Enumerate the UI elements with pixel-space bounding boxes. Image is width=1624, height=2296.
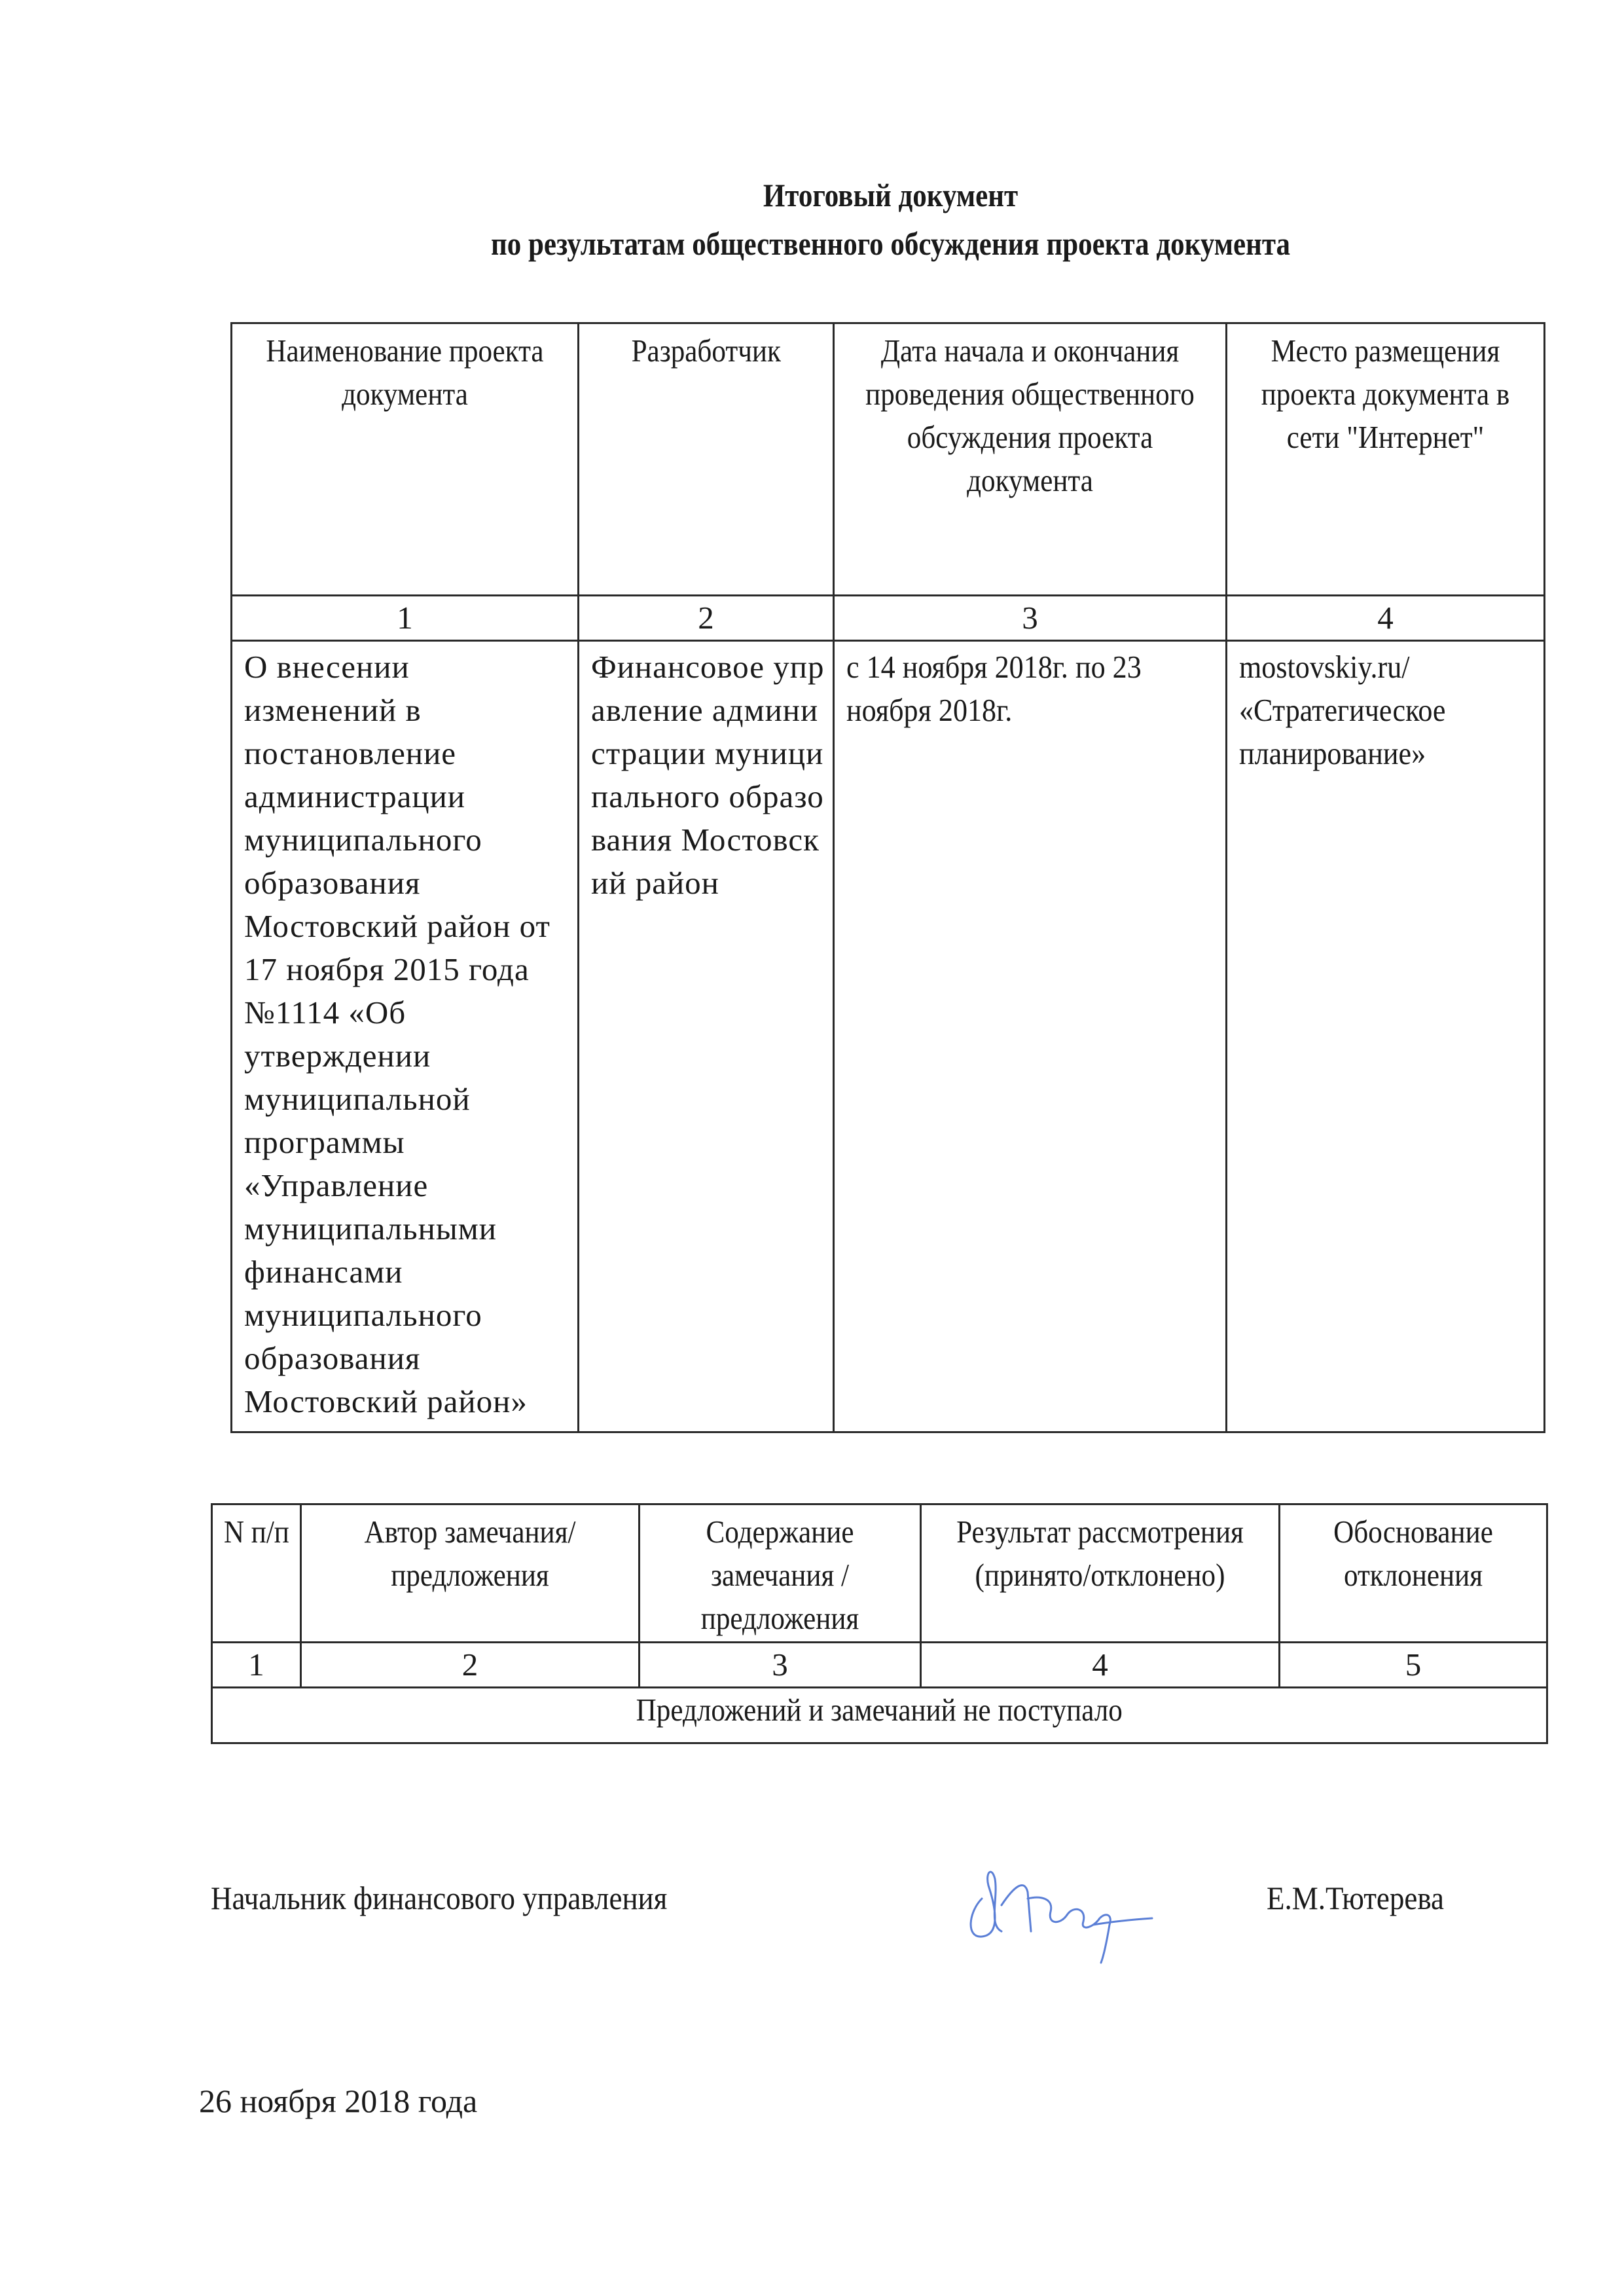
column-number: 2 bbox=[579, 596, 834, 641]
signature-stroke bbox=[971, 1872, 1152, 1963]
column-number: 1 bbox=[212, 1643, 301, 1688]
header-content: Содержание замечания / предложения bbox=[640, 1504, 921, 1643]
comments-table bbox=[211, 1503, 1548, 1744]
header-internet-location: Место размещения проекта документа в сети "Интернет" bbox=[1227, 323, 1545, 596]
header-author: Автор замечания/ предложения bbox=[301, 1504, 640, 1643]
project-table-number-row bbox=[232, 596, 1545, 641]
table-row bbox=[232, 641, 1545, 1432]
column-number: 3 bbox=[834, 596, 1227, 641]
header-result: Результат рассмотрения (принято/отклонено) bbox=[921, 1504, 1280, 1643]
handwritten-signature bbox=[962, 1859, 1172, 1964]
document-title: Итоговый документ bbox=[763, 177, 1019, 213]
header-discussion-dates: Дата начала и окончания проведения общественного обсуждения проекта документа bbox=[834, 323, 1227, 596]
column-number: 4 bbox=[921, 1643, 1280, 1688]
header-number: N п/п bbox=[212, 1504, 301, 1643]
developer-cell: Финансовое управление администрации муниципального образования Мостовский район bbox=[579, 641, 834, 1432]
header-rejection-reason: Обоснование отклонения bbox=[1280, 1504, 1547, 1643]
signatory-name: Е.М.Тютерева bbox=[1267, 1880, 1445, 1916]
signatory-position: Начальник финансового управления bbox=[211, 1880, 668, 1916]
document-subtitle: по результатам общественного обсуждения проекта документа bbox=[490, 225, 1291, 262]
column-number: 2 bbox=[301, 1643, 640, 1688]
project-table bbox=[230, 322, 1545, 1433]
document-date: 26 ноября 2018 года bbox=[199, 2083, 478, 2119]
comments-table-number-row bbox=[212, 1643, 1547, 1688]
column-number: 5 bbox=[1280, 1643, 1547, 1688]
dates-cell bbox=[834, 641, 1227, 1432]
header-developer: Разработчик bbox=[579, 323, 834, 596]
location-url: mostovskiy.ru/ bbox=[1239, 649, 1410, 685]
dates-text: с 14 ноября 2018г. по 23 ноября 2018г. bbox=[846, 649, 1142, 728]
location-section: «Стратегическое планирование» bbox=[1239, 692, 1446, 771]
table-row bbox=[212, 1688, 1547, 1743]
project-name-cell: О внесении изменений в постановление администрации муниципального образования Мостовский район от 17 ноября 2015 года №1114 «Об утверждении муниципальной программы «Управление муниципальными финансами муниципального образования Мостовский район» bbox=[232, 641, 579, 1432]
no-comments-message: Предложений и замечаний не поступало bbox=[212, 1688, 1547, 1743]
header-project-name: Наименование проекта документа bbox=[232, 323, 579, 596]
comments-table-header-row bbox=[212, 1504, 1547, 1643]
column-number: 4 bbox=[1227, 596, 1545, 641]
location-cell bbox=[1227, 641, 1545, 1432]
column-number: 3 bbox=[640, 1643, 921, 1688]
project-table-header-row bbox=[232, 323, 1545, 596]
column-number: 1 bbox=[232, 596, 579, 641]
